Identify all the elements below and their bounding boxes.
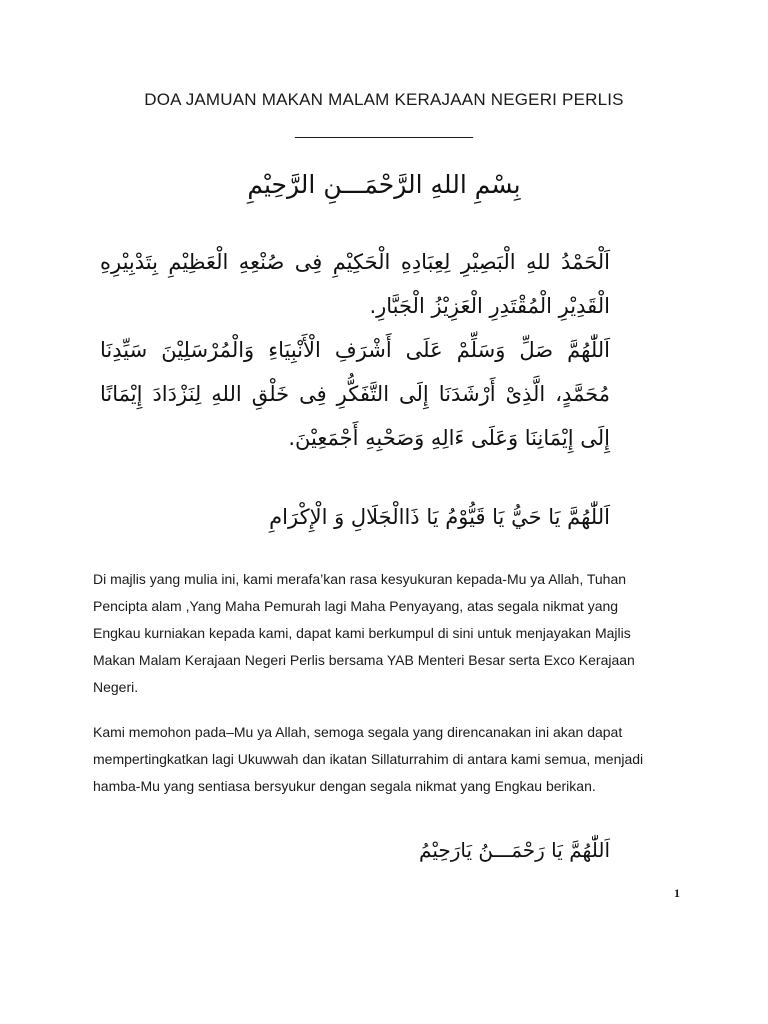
paragraph-1 (93, 566, 668, 701)
title-underline: ____________________ (295, 122, 473, 139)
arabic-closing: اَللّٰهُمَّ يَا رَحْمَـــنُ يَارَحِيْمُ (419, 838, 610, 862)
arabic-salawat: اَللّٰهُمَّ صَلِّ وَسَلِّمْ عَلَى أَشْرَفِ الْأَنْبِيَاءِ وَالْمُرْسَلِيْنَ سَيِّدِنَا مُحَمَّدٍ، الَّذِىْ أَرْشَدَنَا إِلَى التَّفَكُّرِ فِى خَلْقِ اللهِ لِنَزْدَادَ إِيْمَانًا إِلَى إِيْمَانِنَا وَعَلَى ءَالِهِ وَصَحْبِهِ أَجْمَعِيْنَ. (100, 338, 610, 450)
page-number: 1 (674, 886, 680, 900)
paragraph-text: Di majlis yang mulia ini, kami merafa’kan rasa kesyukuran kepada-Mu ya Allah, Tuhan Pencipta alam ,Yang Maha Pemurah lagi Maha Penyayang, atas segala nikmat yang Engkau kurniakan kepada kami, dapat kami berkumpul di sini untuk menjayakan Majlis Makan Malam Kerajaan Negeri Perlis bersama YAB Menteri Besar serta Exco Kerajaan Negeri. (93, 571, 635, 695)
paragraph-2 (93, 719, 668, 800)
arabic-invocation: اَللّٰهُمَّ يَا حَيُّ يَا قَيُّوْمُ يَا ذَاالْجَلَالِ وَ الْإِكْرَامِ (269, 505, 610, 529)
document-title: DOA JAMUAN MAKAN MALAM KERAJAAN NEGERI PERLIS (144, 90, 624, 109)
arabic-opening-block (100, 240, 610, 460)
arabic-basmalah: بِسْمِ اللهِ الرَّحْمَـــنِ الرَّحِيْمِ (247, 170, 521, 199)
arabic-hamdalah: اَلْحَمْدُ للهِ الْبَصِيْرِ لِعِبَادِهِ الْحَكِيْمِ فِى صُنْعِهِ الْعَظِيْمِ بِتَدْبِيْرِهِ الْقَدِيْرِ الْمُقْتَدِرِ الْعَزِيْزُ الْجَبَّارِ. (100, 250, 610, 318)
paragraph-text: Kami memohon pada–Mu ya Allah, semoga segala yang direncanakan ini akan dapat mempertingkatkan lagi Ukuwwah dan ikatan Sillaturrahim di antara kami semua, menjadi hamba-Mu yang sentiasa bersyukur dengan segala nikmat yang Engkau berikan. (93, 724, 644, 794)
